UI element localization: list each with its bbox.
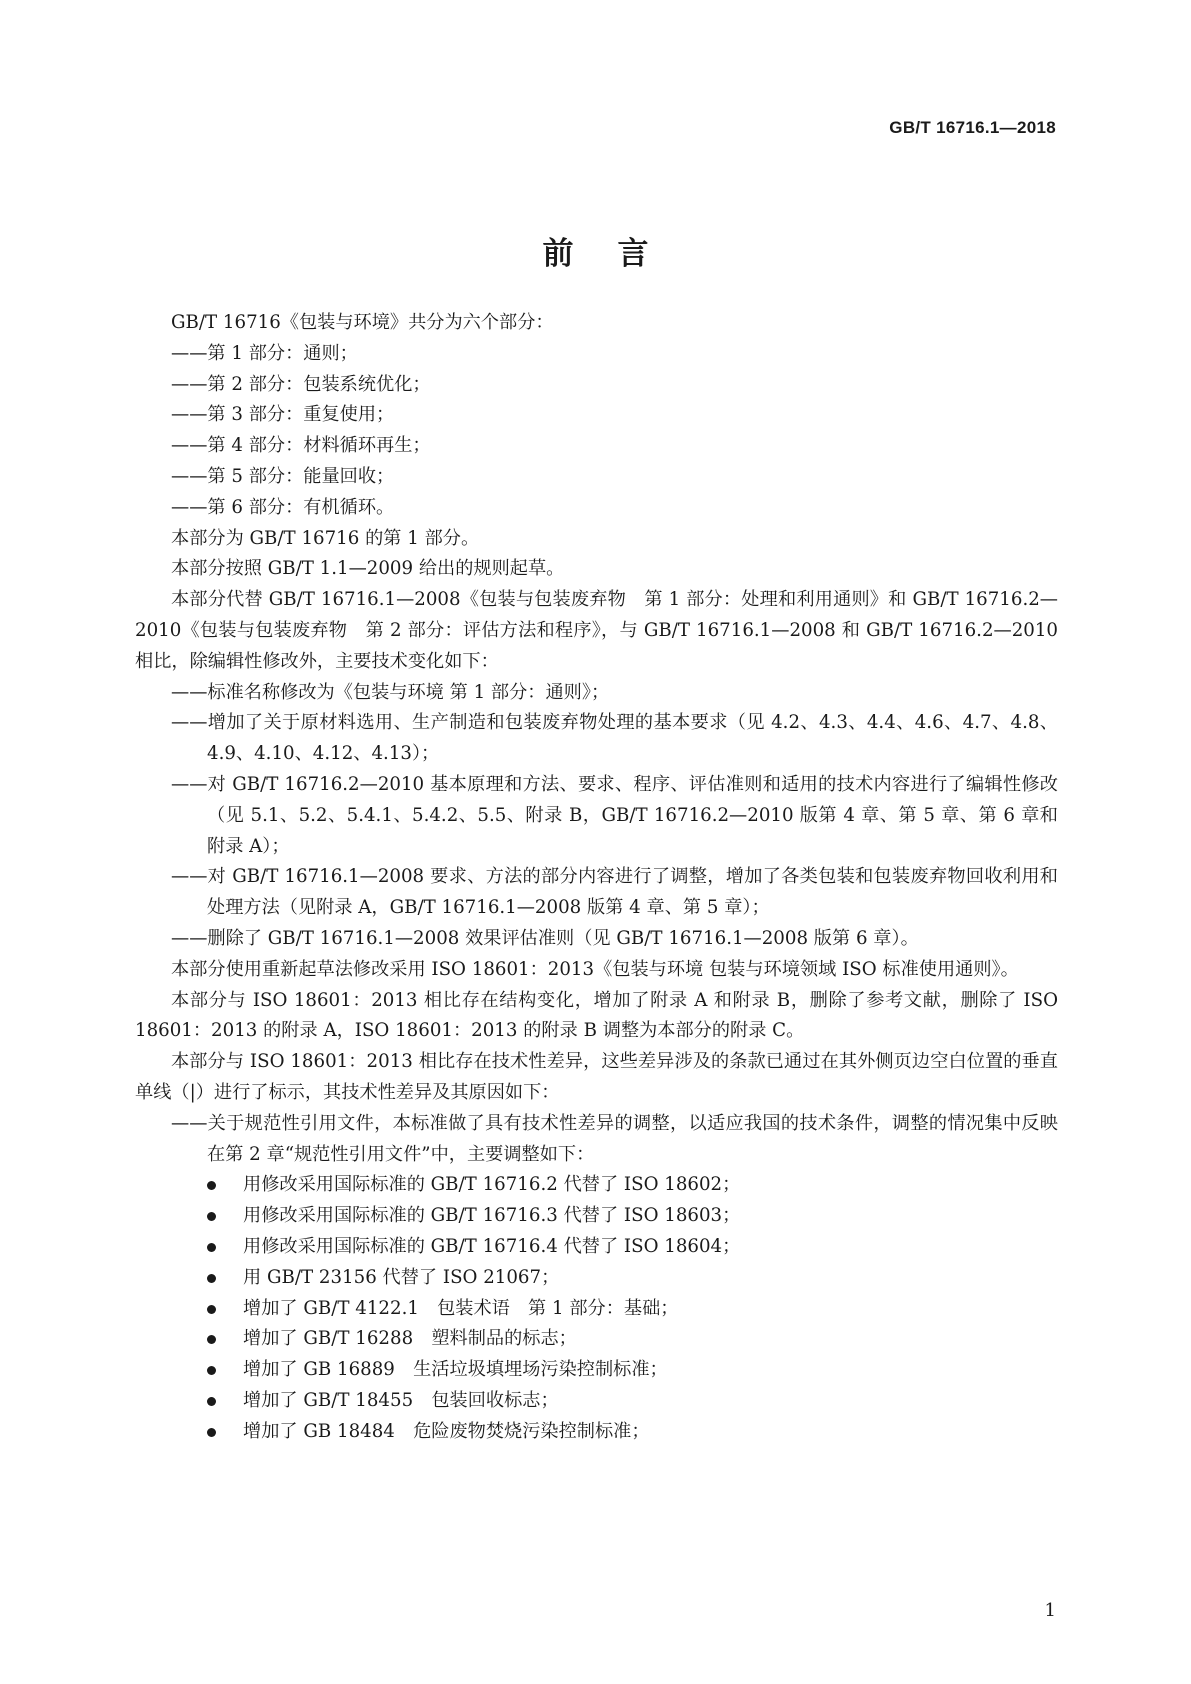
bullet-item: 用修改采用国际标准的 GB/T 16716.3 代替了 ISO 18603； [135, 1201, 1058, 1232]
part-statement: 本部分为 GB/T 16716 的第 1 部分。 [171, 527, 480, 549]
change-item: ——对 GB/T 16716.1—2008 要求、方法的部分内容进行了调整，增加了各类包装和包装废弃物回收利用和处理方法（见附录 A，GB/T 16716.1—2008 版第 4 章、第 5 章）； [171, 866, 1058, 919]
bullet-item: 增加了 GB 16889 生活垃圾填埋场污染控制标准； [135, 1355, 1058, 1386]
page-title: 前言 [542, 236, 693, 272]
structure-change-paragraph: 本部分与 ISO 18601：2013 相比存在结构变化，增加了附录 A 和附录 B，删除了参考文献，删除了 ISO 18601：2013 的附录 A，ISO 18601：2013 的附录 B 调整为本部分的附录 C。 [135, 989, 1058, 1042]
part-item: ——第 4 部分：材料循环再生； [171, 435, 431, 457]
document-body [135, 308, 1058, 1447]
technical-difference-paragraph: 本部分与 ISO 18601：2013 相比存在技术性差异，这些差异涉及的条款已通过在其外侧页边空白位置的垂直单线（|）进行了标示，其技术性差异及其原因如下： [135, 1051, 1058, 1103]
part-item: ——第 6 部分：有机循环。 [171, 496, 395, 518]
standard-number: GB/T 16716.1—2018 [889, 118, 1056, 137]
bullet-item: 增加了 GB 18484 危险废物焚烧污染控制标准； [135, 1417, 1058, 1448]
intro-paragraph: GB/T 16716《包装与环境》共分为六个部分： [171, 312, 554, 333]
iso-adoption-paragraph: 本部分使用重新起草法修改采用 ISO 18601：2013《包装与环境 包装与环境领域 ISO 标准使用通则》。 [171, 958, 1019, 980]
bullet-item: 用修改采用国际标准的 GB/T 16716.2 代替了 ISO 18602； [135, 1170, 1058, 1201]
bullet-item: 用修改采用国际标准的 GB/T 16716.4 代替了 ISO 18604； [135, 1232, 1058, 1263]
replacement-paragraph: 本部分代替 GB/T 16716.1—2008《包装与包装废弃物 第 1 部分：处理和利用通则》和 GB/T 16716.2—2010《包装与包装废弃物 第 2 部分：评估方法和程序》，与 GB/T 16716.1—2008 和 GB/T 16716.2—2010 相比，除编辑性修改外，主要技术变化如下： [135, 589, 1058, 672]
bullet-item: 增加了 GB/T 4122.1 包装术语 第 1 部分：基础； [135, 1294, 1058, 1325]
change-item: ——删除了 GB/T 16716.1—2008 效果评估准则（见 GB/T 16716.1—2008 版第 6 章）。 [171, 927, 919, 949]
drafting-rules: 本部分按照 GB/T 1.1—2009 给出的规则起草。 [171, 558, 565, 580]
bullet-item: 用 GB/T 23156 代替了 ISO 21067； [135, 1263, 1058, 1294]
part-item: ——第 3 部分：重复使用； [171, 404, 395, 426]
change-item: ——增加了关于原材料选用、生产制造和包装废弃物处理的基本要求（见 4.2、4.3、4.4、4.6、4.7、4.8、4.9、4.10、4.12、4.13）； [171, 712, 1058, 765]
change-item: ——对 GB/T 16716.2—2010 基本原理和方法、要求、程序、评估准则和适用的技术内容进行了编辑性修改（见 5.1、5.2、5.4.1、5.4.2、5.5、附录 B，GB/T 16716.2—2010 版第 4 章、第 5 章、第 6 章和附录 A）； [171, 773, 1058, 857]
change-item: ——标准名称修改为《包装与环境 第 1 部分：通则》； [171, 681, 610, 703]
part-item: ——第 2 部分：包装系统优化； [171, 373, 431, 395]
bullet-item: 增加了 GB/T 18455 包装回收标志； [135, 1386, 1058, 1417]
difference-item: ——关于规范性引用文件，本标准做了具有技术性差异的调整，以适应我国的技术条件，调整的情况集中反映在第 2 章“规范性引用文件”中，主要调整如下： [171, 1112, 1058, 1165]
page-number: 1 [1044, 1600, 1056, 1621]
bullet-item: 增加了 GB/T 16288 塑料制品的标志； [135, 1324, 1058, 1355]
part-item: ——第 5 部分：能量回收； [171, 465, 395, 487]
part-item: ——第 1 部分：通则； [171, 342, 358, 364]
